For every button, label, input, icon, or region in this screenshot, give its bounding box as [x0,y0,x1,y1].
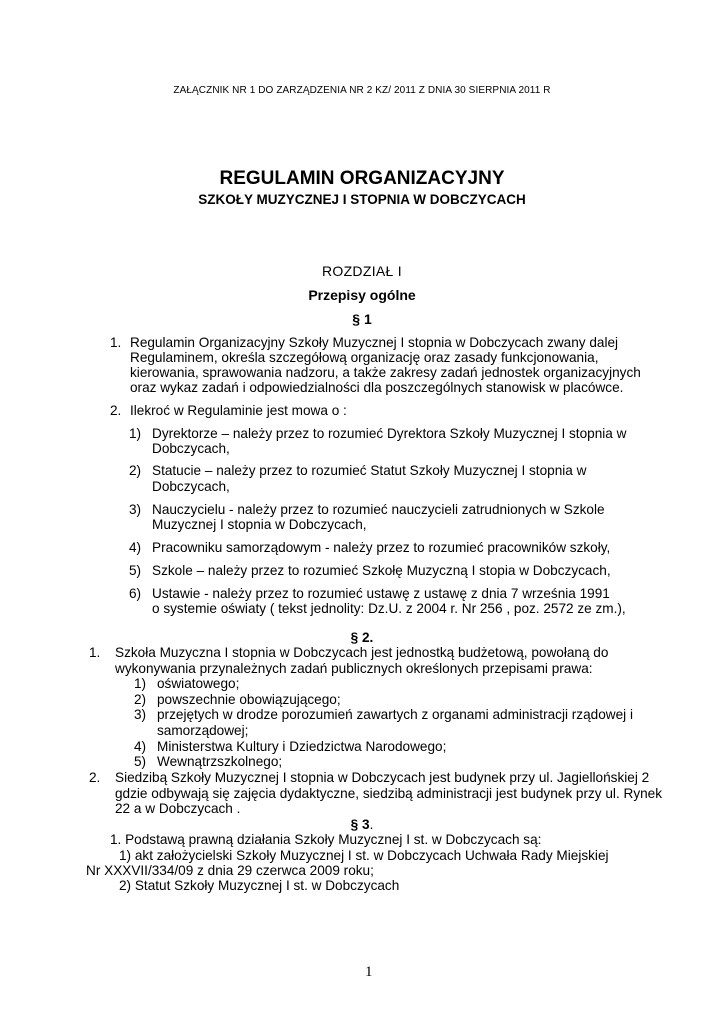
definition-line: Nauczycielu - należy przez to rozumieć nauczycieli zatrudnionych w Szkole [152,502,605,517]
definition-line: o systemie oświaty ( tekst jednolity: Dz.U. z 2004 r. Nr 256 , poz. 2572 ze zm.), [152,601,626,616]
definition-number: 4) [129,540,142,555]
document-title: REGULAMIN ORGANIZACYJNY [219,168,505,189]
law-line: Wewnątrzszkolnego; [157,754,283,769]
definition-number: 6) [129,586,142,601]
s1-p1-line: Regulaminem, określa szczegółową organizację oraz zasady funkcjonowania, [130,350,599,365]
law-number: 3) [134,707,147,722]
law-line: oświatowego; [157,676,240,691]
chapter-label: ROZDZIAŁ I [321,263,402,279]
definition-number: 3) [129,502,142,517]
s2-p2-line: 22 a w Dobczycach . [115,801,241,816]
law-line: Ministerstwa Kultury i Dziedzictwa Narodowego; [157,739,447,754]
chapter-heading: Przepisy ogólne [308,287,416,303]
law-number: 1) [134,676,147,691]
s3-item-1-line: 1) akt założycielski Szkoły Muzycznej I st. w Dobczycach Uchwała Rady Miejskiej [119,848,609,863]
law-line: przejętych w drodze porozumień zawartych z organami administracji rządowej i [157,707,633,722]
s1-p1-number: 1. [110,335,122,350]
definition-number: 5) [129,563,142,578]
law-number: 2) [134,692,147,707]
definition-line: Dobczycach, [152,479,230,494]
law-number: 4) [134,739,147,754]
section-1-sign: § 1 [352,311,372,327]
definition-number: 2) [129,463,142,478]
definition-line: Statucie – należy przez to rozumieć Statut Szkoły Muzycznej I stopnia w [152,463,587,478]
definition-line: Szkole – należy przez to rozumieć Szkołę Muzyczną I stopia w Dobczycach, [152,563,611,578]
s3-p1: 1. Podstawą prawną działania Szkoły Muzycznej I st. w Dobczycach są: [110,832,542,847]
s1-p1-line: oraz wykaz zadań i odpowiedzialności dla poszczególnych stanowisk w placówce. [130,380,624,395]
s3-item-1-line: Nr XXXVII/334/09 z dnia 29 czerwca 2009 roku; [86,863,374,878]
law-line: powszechnie obowiązującego; [157,692,341,707]
s2-p1-number: 1. [89,645,101,660]
s3-item-2: 2) Statut Szkoły Muzycznej I st. w Dobczycach [119,878,400,893]
definition-line: Pracowniku samorządowym - należy przez to rozumieć pracowników szkoły, [152,540,611,555]
s1-p1-line: Regulamin Organizacyjny Szkoły Muzycznej I stopnia w Dobczycach zwany dalej [130,335,619,350]
s2-p1-line: Szkoła Muzyczna I stopnia w Dobczycach jest jednostką budżetową, powołaną do [115,645,609,660]
s2-p1-line: wykonywania przynależnych zadań publicznych określonych przepisami prawa: [115,661,593,676]
law-line: samorządowej; [157,723,249,738]
s1-p2-text: Ilekroć w Regulaminie jest mowa o : [130,403,347,418]
definition-line: Dyrektorze – należy przez to rozumieć Dyrektora Szkoły Muzycznej I stopnia w [152,426,627,441]
s2-p2-line: gdzie odbywają się zajęcia dydaktyczne, siedzibą administracji jest budynek przy ul. Rynek [115,786,663,801]
law-number: 5) [134,754,147,769]
section-3-sign: § 3. [350,817,374,832]
section-2-sign: § 2. [350,630,374,645]
definition-number: 1) [129,426,142,441]
s1-p1-line: kierowania, sprawowania nadzoru, a także zakresy zadań jednostek organizacyjnych [130,365,641,380]
document-subtitle: SZKOŁY MUZYCZNEJ I STOPNIA W DOBCZYCACH [198,192,526,207]
definition-line: Dobczycach, [152,441,230,456]
definition-line: Ustawie - należy przez to rozumieć ustawę z ustawę z dnia 7 września 1991 [152,586,610,601]
definition-line: Muzycznej I stopnia w Dobczycach, [152,517,367,532]
s1-p2-number: 2. [110,403,122,418]
page-number: 1 [365,964,373,980]
s2-p2-line: Siedzibą Szkoły Muzycznej I stopnia w Dobczycach jest budynek przy ul. Jagiellońskiej 2 [115,770,650,785]
s2-p2-number: 2. [89,770,101,785]
attachment-header: ZAŁĄCZNIK NR 1 DO ZARZĄDZENIA NR 2 KZ/ 2011 Z DNIA 30 SIERPNIA 2011 R [173,85,551,96]
